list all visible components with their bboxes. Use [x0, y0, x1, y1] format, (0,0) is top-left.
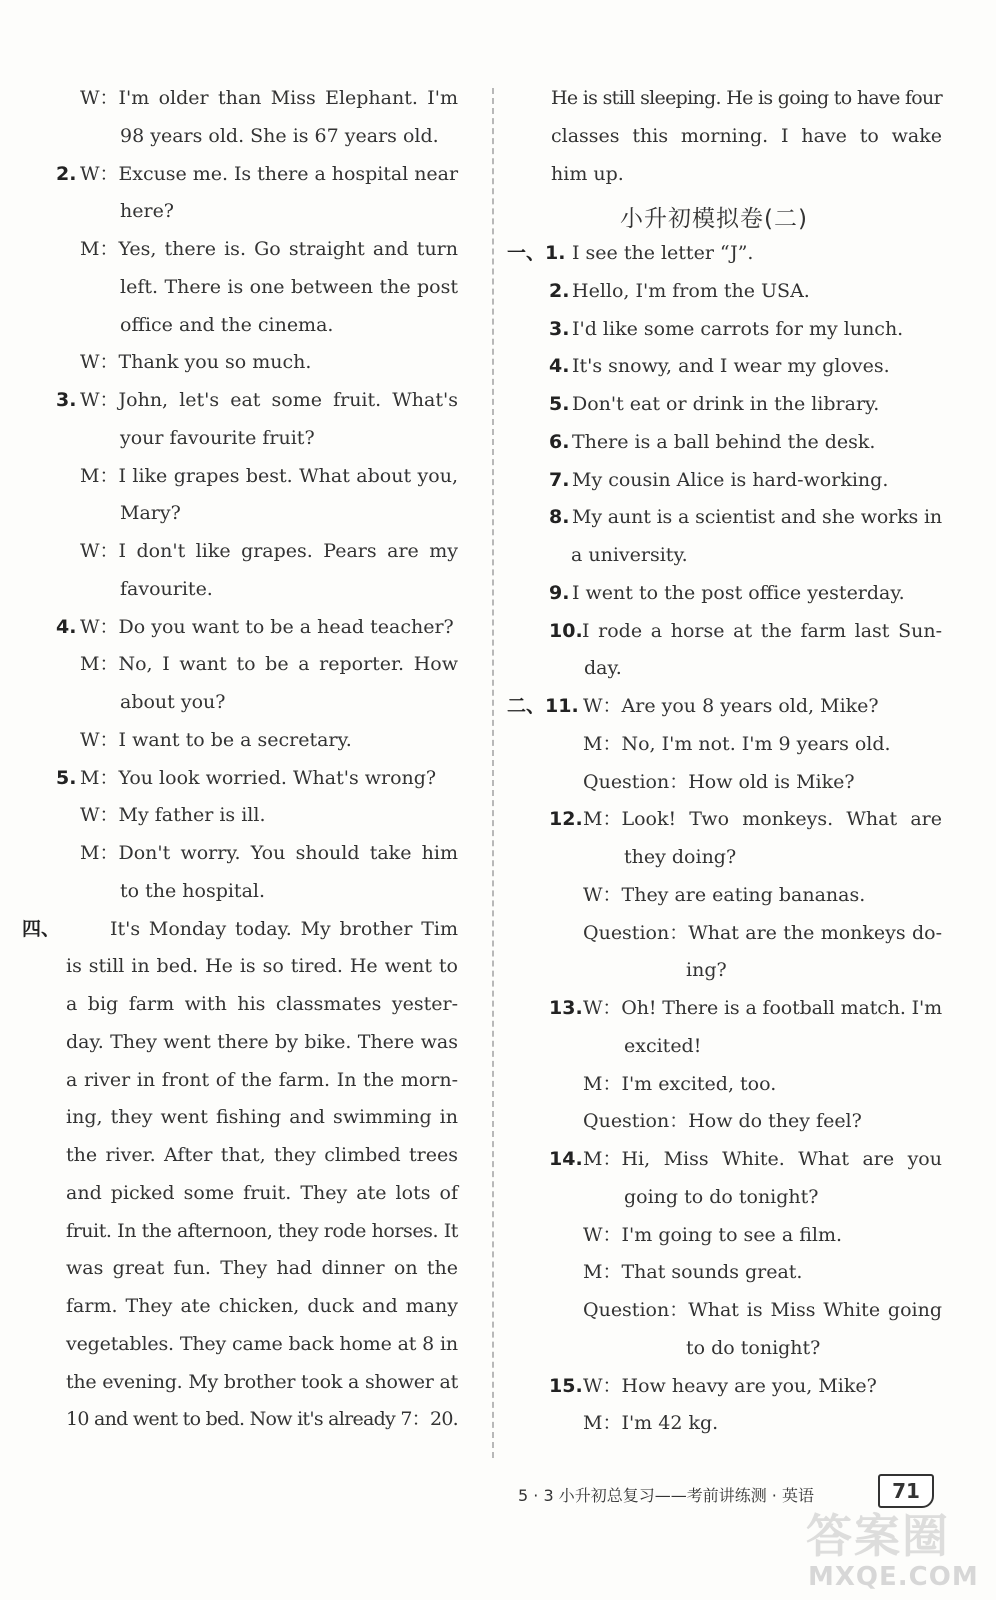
text-line — [0, 1029, 490, 1055]
text-line — [505, 655, 996, 681]
line-text: Question：How do they feel? — [583, 1110, 862, 1133]
line-text: a river in front of the farm. In the morn- — [66, 1068, 458, 1091]
text-line — [0, 123, 490, 149]
text-line — [505, 353, 996, 379]
line-text: farm. They ate chicken, duck and many — [66, 1295, 458, 1317]
text-line — [505, 957, 996, 983]
line-text: Question：What are the monkeys do- — [583, 921, 942, 944]
line-text: the river. After that, they climbed trees — [66, 1144, 458, 1166]
item-label: 2. — [549, 279, 570, 302]
text-line — [505, 278, 996, 304]
text-line — [0, 1255, 490, 1281]
line-text: W：Oh! There is a football match. I'm — [583, 997, 942, 1019]
line-text: M：Yes, there is. Go straight and turn — [80, 238, 458, 260]
line-text: 10 and went to bed. Now it's already 7：20. — [66, 1408, 458, 1431]
line-text: W：Excuse me. Is there a hospital near — [80, 162, 458, 185]
text-line — [505, 429, 996, 455]
text-line — [0, 1331, 490, 1357]
text-line — [0, 85, 490, 111]
text-line — [505, 1184, 996, 1210]
text-line — [0, 1180, 490, 1206]
text-line — [0, 538, 490, 564]
line-text: classes this morning. I have to wake — [551, 124, 942, 147]
line-text: M：Look! Two monkeys. What are — [583, 808, 942, 831]
text-line — [505, 920, 996, 946]
item-label: 3. — [56, 389, 77, 411]
line-text: excited! — [624, 1034, 702, 1057]
line-text: the evening. My brother took a shower at — [66, 1370, 458, 1393]
item-label: 四、 — [22, 917, 61, 940]
line-text: There is a ball behind the desk. — [572, 430, 876, 453]
line-text: M：That sounds great. — [583, 1261, 803, 1284]
item-label: 14. — [549, 1148, 583, 1170]
watermark-main: 答案圈 — [806, 1509, 950, 1563]
line-text: to do tonight? — [686, 1336, 821, 1359]
item-label: 3. — [549, 317, 570, 340]
line-text: a big farm with his classmates yester- — [66, 993, 458, 1015]
text-line — [0, 614, 490, 640]
line-text: here? — [120, 200, 174, 223]
line-text: W：I'm going to see a film. — [583, 1223, 842, 1246]
text-line — [505, 995, 996, 1021]
text-line — [0, 1293, 490, 1319]
line-text: M：I like grapes best. What about you, — [80, 464, 458, 487]
line-text: Question：What is Miss White going — [583, 1299, 942, 1321]
line-text: M：Don't worry. You should take him — [80, 842, 458, 864]
text-line — [0, 1067, 490, 1093]
line-text: was great fun. They had dinner on the — [66, 1257, 458, 1280]
line-text: W：My father is ill. — [80, 804, 266, 827]
line-text: ing? — [686, 959, 727, 982]
text-line — [505, 1410, 996, 1436]
line-text: M：I'm excited, too. — [583, 1072, 777, 1095]
item-label: 12. — [549, 808, 583, 831]
text-line — [505, 693, 996, 719]
line-text: is still in bed. He is so tired. He went to — [66, 955, 458, 978]
text-line — [505, 161, 996, 187]
line-text: M：No, I want to be a reporter. How — [80, 653, 458, 676]
text-line — [505, 1108, 996, 1134]
line-text: and picked some fruit. They ate lots of — [66, 1181, 458, 1204]
text-line — [505, 1297, 996, 1323]
line-text: I went to the post office yesterday. — [572, 581, 905, 604]
text-line — [505, 1259, 996, 1285]
line-text: W：How heavy are you, Mike? — [583, 1374, 877, 1397]
line-text: favourite. — [120, 577, 213, 600]
line-text: day. — [584, 657, 622, 680]
line-text: W：I want to be a secretary. — [80, 728, 352, 751]
line-text: Hello, I'm from the USA. — [572, 279, 810, 302]
item-label: 9. — [549, 581, 570, 604]
text-line — [0, 425, 490, 451]
text-line — [505, 580, 996, 606]
text-line — [0, 387, 490, 413]
text-line — [505, 1146, 996, 1172]
text-line — [505, 1373, 996, 1399]
text-line — [0, 312, 490, 338]
text-line — [505, 542, 996, 568]
line-text: M：Hi, Miss White. What are you — [583, 1148, 942, 1170]
line-text: W：Do you want to be a head teacher? — [80, 615, 454, 638]
line-text: He is still sleeping. He is going to have four — [551, 87, 942, 109]
line-text: going to do tonight? — [624, 1185, 819, 1208]
text-line — [0, 463, 490, 489]
item-label: 7. — [549, 468, 570, 491]
line-text: W：John, let's eat some fruit. What's — [80, 389, 458, 411]
line-text: My cousin Alice is hard-working. — [572, 468, 889, 491]
page-number: 71 — [878, 1474, 934, 1508]
item-label: 二、11. — [507, 695, 579, 717]
line-text: My aunt is a scientist and she works in — [572, 506, 942, 529]
line-text: 98 years old. She is 67 years old. — [120, 124, 439, 147]
text-line — [505, 1335, 996, 1361]
line-text: M：I'm 42 kg. — [583, 1412, 719, 1435]
text-line — [505, 467, 996, 493]
text-line — [505, 1071, 996, 1097]
text-line — [0, 991, 490, 1017]
text-line — [0, 1142, 490, 1168]
column-divider — [492, 88, 494, 1458]
watermark-url: MXQE.COM — [808, 1562, 979, 1592]
item-label: 5. — [549, 393, 570, 415]
line-text: It's snowy, and I wear my gloves. — [572, 355, 890, 378]
text-line — [0, 1218, 490, 1244]
line-text: a university. — [571, 544, 688, 566]
line-text: ing, they went fishing and swimming in — [66, 1106, 458, 1129]
line-text: W：They are eating bananas. — [583, 883, 866, 906]
line-text: vegetables. They came back home at 8 in — [66, 1332, 458, 1355]
text-line — [505, 882, 996, 908]
item-label: 13. — [549, 997, 583, 1019]
text-line — [0, 161, 490, 187]
line-text: Question：How old is Mike? — [583, 770, 855, 793]
item-label: 8. — [549, 506, 570, 529]
text-line — [0, 500, 490, 526]
line-text: M：You look worried. What's wrong? — [80, 766, 437, 789]
text-line — [0, 1406, 490, 1432]
text-line — [0, 236, 490, 262]
line-text: It's Monday today. My brother Tim — [110, 917, 458, 940]
text-line — [505, 769, 996, 795]
watermark-logo — [800, 1498, 990, 1598]
section-title: 小升初模拟卷(二) — [620, 206, 808, 232]
text-line — [0, 802, 490, 828]
text-line — [505, 844, 996, 870]
line-text: about you? — [120, 691, 226, 713]
line-text: day. They went there by bike. There was — [66, 1030, 458, 1053]
item-label: 2. — [56, 162, 77, 185]
item-label: 4. — [549, 355, 570, 378]
text-line — [0, 727, 490, 753]
text-line — [0, 765, 490, 791]
item-label: 6. — [549, 430, 570, 453]
line-text: Mary? — [120, 502, 181, 525]
text-line — [505, 85, 996, 111]
item-label: 4. — [56, 615, 77, 638]
text-line — [0, 198, 490, 224]
text-line — [505, 240, 996, 266]
text-line — [505, 123, 996, 149]
line-text: him up. — [551, 162, 624, 185]
line-text: W：I'm older than Miss Elephant. I'm — [80, 87, 458, 109]
line-text: fruit. In the afternoon, they rode horses. It — [66, 1219, 458, 1242]
text-line — [505, 391, 996, 417]
text-line — [505, 316, 996, 342]
text-line — [0, 576, 490, 602]
item-label: 5. — [56, 766, 77, 789]
text-line — [505, 731, 996, 757]
line-text: your favourite fruit? — [120, 426, 315, 449]
line-text: W：I don't like grapes. Pears are my — [80, 540, 458, 562]
text-line — [0, 878, 490, 904]
text-line — [505, 1222, 996, 1248]
footer-text: 5 · 3 小升初总复习——考前讲练测 · 英语 — [518, 1486, 814, 1505]
line-text: I rode a horse at the farm last Sun- — [582, 619, 942, 642]
text-line — [505, 1033, 996, 1059]
text-line — [0, 651, 490, 677]
line-text: Don't eat or drink in the library. — [572, 393, 880, 415]
text-line — [0, 1104, 490, 1130]
line-text: I'd like some carrots for my lunch. — [572, 317, 904, 340]
text-line — [0, 689, 490, 715]
text-line — [505, 618, 996, 644]
item-label: 一、1. — [507, 242, 566, 264]
line-text: they doing? — [624, 846, 737, 868]
text-line — [0, 1369, 490, 1395]
text-line — [505, 806, 996, 832]
line-text: to the hospital. — [120, 879, 266, 902]
text-line — [0, 840, 490, 866]
line-text: I see the letter “J”. — [572, 242, 754, 264]
text-line — [0, 916, 490, 942]
item-label: 10. — [549, 619, 583, 642]
line-text: W：Are you 8 years old, Mike? — [583, 695, 879, 717]
line-text: M：No, I'm not. I'm 9 years old. — [583, 732, 891, 755]
text-line — [0, 953, 490, 979]
line-text: left. There is one between the post — [120, 275, 458, 298]
line-text: W：Thank you so much. — [80, 351, 312, 374]
line-text: office and the cinema. — [120, 313, 334, 336]
text-line — [0, 349, 490, 375]
item-label: 15. — [549, 1374, 583, 1397]
text-line — [0, 274, 490, 300]
text-line — [505, 504, 996, 530]
